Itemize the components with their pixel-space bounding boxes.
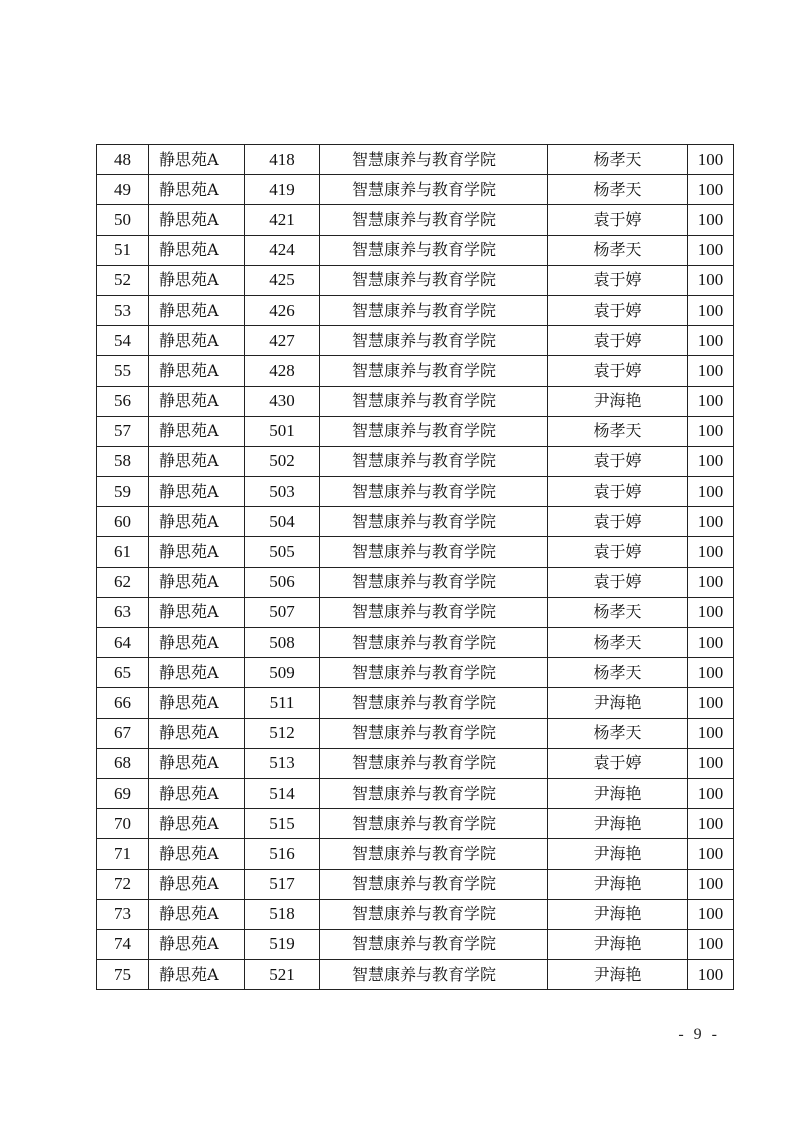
person-cell: 杨孝天 xyxy=(548,416,688,446)
building-cell: 静思苑A xyxy=(149,688,245,718)
row-number-cell: 56 xyxy=(97,386,149,416)
person-cell: 尹海艳 xyxy=(548,869,688,899)
building-cell: 静思苑A xyxy=(149,960,245,990)
person-cell: 袁于婷 xyxy=(548,537,688,567)
table-row xyxy=(97,809,734,839)
room-number-cell: 424 xyxy=(245,235,320,265)
building-cell: 静思苑A xyxy=(149,326,245,356)
score-cell: 100 xyxy=(688,929,734,959)
college-cell: 智慧康养与教育学院 xyxy=(320,748,548,778)
building-cell: 静思苑A xyxy=(149,839,245,869)
building-cell: 静思苑A xyxy=(149,567,245,597)
score-cell: 100 xyxy=(688,869,734,899)
score-cell: 100 xyxy=(688,839,734,869)
score-cell: 100 xyxy=(688,748,734,778)
college-cell: 智慧康养与教育学院 xyxy=(320,658,548,688)
row-number-cell: 58 xyxy=(97,446,149,476)
row-number-cell: 70 xyxy=(97,809,149,839)
person-cell: 袁于婷 xyxy=(548,446,688,476)
table-row xyxy=(97,537,734,567)
score-cell: 100 xyxy=(688,446,734,476)
building-cell: 静思苑A xyxy=(149,295,245,325)
table-row xyxy=(97,145,734,175)
college-cell: 智慧康养与教育学院 xyxy=(320,145,548,175)
building-cell: 静思苑A xyxy=(149,235,245,265)
college-cell: 智慧康养与教育学院 xyxy=(320,929,548,959)
room-number-cell: 503 xyxy=(245,477,320,507)
person-cell: 袁于婷 xyxy=(548,356,688,386)
score-cell: 100 xyxy=(688,265,734,295)
row-number-cell: 75 xyxy=(97,960,149,990)
table-row xyxy=(97,416,734,446)
person-cell: 杨孝天 xyxy=(548,628,688,658)
score-cell: 100 xyxy=(688,597,734,627)
row-number-cell: 69 xyxy=(97,778,149,808)
row-number-cell: 55 xyxy=(97,356,149,386)
score-cell: 100 xyxy=(688,356,734,386)
row-number-cell: 49 xyxy=(97,175,149,205)
score-cell: 100 xyxy=(688,809,734,839)
table-row xyxy=(97,477,734,507)
room-number-cell: 508 xyxy=(245,628,320,658)
room-number-cell: 521 xyxy=(245,960,320,990)
table-row xyxy=(97,778,734,808)
person-cell: 杨孝天 xyxy=(548,718,688,748)
row-number-cell: 65 xyxy=(97,658,149,688)
table-row xyxy=(97,356,734,386)
person-cell: 袁于婷 xyxy=(548,477,688,507)
person-cell: 尹海艳 xyxy=(548,778,688,808)
room-number-cell: 512 xyxy=(245,718,320,748)
score-cell: 100 xyxy=(688,567,734,597)
college-cell: 智慧康养与教育学院 xyxy=(320,839,548,869)
room-number-cell: 506 xyxy=(245,567,320,597)
building-cell: 静思苑A xyxy=(149,748,245,778)
room-number-cell: 421 xyxy=(245,205,320,235)
building-cell: 静思苑A xyxy=(149,205,245,235)
room-number-cell: 428 xyxy=(245,356,320,386)
table-row xyxy=(97,175,734,205)
row-number-cell: 64 xyxy=(97,628,149,658)
person-cell: 杨孝天 xyxy=(548,175,688,205)
building-cell: 静思苑A xyxy=(149,869,245,899)
building-cell: 静思苑A xyxy=(149,537,245,567)
score-cell: 100 xyxy=(688,477,734,507)
row-number-cell: 48 xyxy=(97,145,149,175)
room-number-cell: 430 xyxy=(245,386,320,416)
table-body xyxy=(97,145,734,990)
college-cell: 智慧康养与教育学院 xyxy=(320,446,548,476)
college-cell: 智慧康养与教育学院 xyxy=(320,688,548,718)
person-cell: 袁于婷 xyxy=(548,205,688,235)
score-cell: 100 xyxy=(688,175,734,205)
building-cell: 静思苑A xyxy=(149,265,245,295)
row-number-cell: 72 xyxy=(97,869,149,899)
row-number-cell: 62 xyxy=(97,567,149,597)
college-cell: 智慧康养与教育学院 xyxy=(320,809,548,839)
score-cell: 100 xyxy=(688,960,734,990)
building-cell: 静思苑A xyxy=(149,416,245,446)
room-number-cell: 426 xyxy=(245,295,320,325)
row-number-cell: 54 xyxy=(97,326,149,356)
row-number-cell: 57 xyxy=(97,416,149,446)
table-row xyxy=(97,326,734,356)
room-number-cell: 502 xyxy=(245,446,320,476)
score-cell: 100 xyxy=(688,778,734,808)
room-number-cell: 519 xyxy=(245,929,320,959)
building-cell: 静思苑A xyxy=(149,778,245,808)
college-cell: 智慧康养与教育学院 xyxy=(320,386,548,416)
row-number-cell: 60 xyxy=(97,507,149,537)
room-number-cell: 509 xyxy=(245,658,320,688)
person-cell: 袁于婷 xyxy=(548,748,688,778)
row-number-cell: 50 xyxy=(97,205,149,235)
table-row xyxy=(97,265,734,295)
row-number-cell: 66 xyxy=(97,688,149,718)
score-cell: 100 xyxy=(688,899,734,929)
table-row xyxy=(97,386,734,416)
building-cell: 静思苑A xyxy=(149,899,245,929)
table-row xyxy=(97,718,734,748)
college-cell: 智慧康养与教育学院 xyxy=(320,477,548,507)
person-cell: 杨孝天 xyxy=(548,145,688,175)
score-cell: 100 xyxy=(688,386,734,416)
college-cell: 智慧康养与教育学院 xyxy=(320,869,548,899)
row-number-cell: 74 xyxy=(97,929,149,959)
college-cell: 智慧康养与教育学院 xyxy=(320,537,548,567)
table-row xyxy=(97,658,734,688)
room-number-cell: 507 xyxy=(245,597,320,627)
person-cell: 尹海艳 xyxy=(548,960,688,990)
person-cell: 杨孝天 xyxy=(548,235,688,265)
score-cell: 100 xyxy=(688,688,734,718)
score-cell: 100 xyxy=(688,205,734,235)
room-number-cell: 518 xyxy=(245,899,320,929)
college-cell: 智慧康养与教育学院 xyxy=(320,567,548,597)
score-cell: 100 xyxy=(688,326,734,356)
table-row xyxy=(97,929,734,959)
room-number-cell: 513 xyxy=(245,748,320,778)
room-number-cell: 425 xyxy=(245,265,320,295)
person-cell: 尹海艳 xyxy=(548,809,688,839)
college-cell: 智慧康养与教育学院 xyxy=(320,507,548,537)
row-number-cell: 63 xyxy=(97,597,149,627)
room-number-cell: 515 xyxy=(245,809,320,839)
table-row xyxy=(97,235,734,265)
college-cell: 智慧康养与教育学院 xyxy=(320,326,548,356)
dormitory-score-table xyxy=(96,144,734,990)
room-number-cell: 505 xyxy=(245,537,320,567)
person-cell: 尹海艳 xyxy=(548,688,688,718)
row-number-cell: 61 xyxy=(97,537,149,567)
building-cell: 静思苑A xyxy=(149,477,245,507)
row-number-cell: 71 xyxy=(97,839,149,869)
row-number-cell: 68 xyxy=(97,748,149,778)
building-cell: 静思苑A xyxy=(149,507,245,537)
table-row xyxy=(97,628,734,658)
person-cell: 杨孝天 xyxy=(548,658,688,688)
room-number-cell: 419 xyxy=(245,175,320,205)
row-number-cell: 51 xyxy=(97,235,149,265)
table-row xyxy=(97,899,734,929)
room-number-cell: 514 xyxy=(245,778,320,808)
room-number-cell: 511 xyxy=(245,688,320,718)
room-number-cell: 516 xyxy=(245,839,320,869)
person-cell: 袁于婷 xyxy=(548,265,688,295)
person-cell: 尹海艳 xyxy=(548,899,688,929)
building-cell: 静思苑A xyxy=(149,718,245,748)
score-cell: 100 xyxy=(688,628,734,658)
row-number-cell: 53 xyxy=(97,295,149,325)
table-row xyxy=(97,869,734,899)
college-cell: 智慧康养与教育学院 xyxy=(320,295,548,325)
table-row xyxy=(97,839,734,869)
college-cell: 智慧康养与教育学院 xyxy=(320,175,548,205)
room-number-cell: 427 xyxy=(245,326,320,356)
score-cell: 100 xyxy=(688,416,734,446)
score-cell: 100 xyxy=(688,658,734,688)
building-cell: 静思苑A xyxy=(149,597,245,627)
table-row xyxy=(97,960,734,990)
college-cell: 智慧康养与教育学院 xyxy=(320,416,548,446)
building-cell: 静思苑A xyxy=(149,175,245,205)
college-cell: 智慧康养与教育学院 xyxy=(320,205,548,235)
table-row xyxy=(97,446,734,476)
room-number-cell: 501 xyxy=(245,416,320,446)
table-row xyxy=(97,597,734,627)
building-cell: 静思苑A xyxy=(149,929,245,959)
table-row xyxy=(97,688,734,718)
college-cell: 智慧康养与教育学院 xyxy=(320,235,548,265)
person-cell: 袁于婷 xyxy=(548,326,688,356)
room-number-cell: 418 xyxy=(245,145,320,175)
score-cell: 100 xyxy=(688,537,734,567)
person-cell: 袁于婷 xyxy=(548,507,688,537)
row-number-cell: 73 xyxy=(97,899,149,929)
college-cell: 智慧康养与教育学院 xyxy=(320,899,548,929)
score-cell: 100 xyxy=(688,507,734,537)
building-cell: 静思苑A xyxy=(149,446,245,476)
college-cell: 智慧康养与教育学院 xyxy=(320,356,548,386)
person-cell: 袁于婷 xyxy=(548,567,688,597)
room-number-cell: 517 xyxy=(245,869,320,899)
table-row xyxy=(97,295,734,325)
building-cell: 静思苑A xyxy=(149,809,245,839)
person-cell: 杨孝天 xyxy=(548,597,688,627)
person-cell: 袁于婷 xyxy=(548,295,688,325)
college-cell: 智慧康养与教育学院 xyxy=(320,265,548,295)
room-number-cell: 504 xyxy=(245,507,320,537)
college-cell: 智慧康养与教育学院 xyxy=(320,628,548,658)
table-row xyxy=(97,205,734,235)
row-number-cell: 52 xyxy=(97,265,149,295)
building-cell: 静思苑A xyxy=(149,628,245,658)
score-cell: 100 xyxy=(688,145,734,175)
row-number-cell: 59 xyxy=(97,477,149,507)
score-cell: 100 xyxy=(688,718,734,748)
table-row xyxy=(97,507,734,537)
building-cell: 静思苑A xyxy=(149,356,245,386)
page-number: - 9 - xyxy=(678,1026,720,1043)
building-cell: 静思苑A xyxy=(149,386,245,416)
score-cell: 100 xyxy=(688,235,734,265)
college-cell: 智慧康养与教育学院 xyxy=(320,960,548,990)
person-cell: 尹海艳 xyxy=(548,839,688,869)
person-cell: 尹海艳 xyxy=(548,929,688,959)
college-cell: 智慧康养与教育学院 xyxy=(320,778,548,808)
score-cell: 100 xyxy=(688,295,734,325)
building-cell: 静思苑A xyxy=(149,658,245,688)
college-cell: 智慧康养与教育学院 xyxy=(320,718,548,748)
table-row xyxy=(97,567,734,597)
table-row xyxy=(97,748,734,778)
person-cell: 尹海艳 xyxy=(548,386,688,416)
college-cell: 智慧康养与教育学院 xyxy=(320,597,548,627)
building-cell: 静思苑A xyxy=(149,145,245,175)
row-number-cell: 67 xyxy=(97,718,149,748)
